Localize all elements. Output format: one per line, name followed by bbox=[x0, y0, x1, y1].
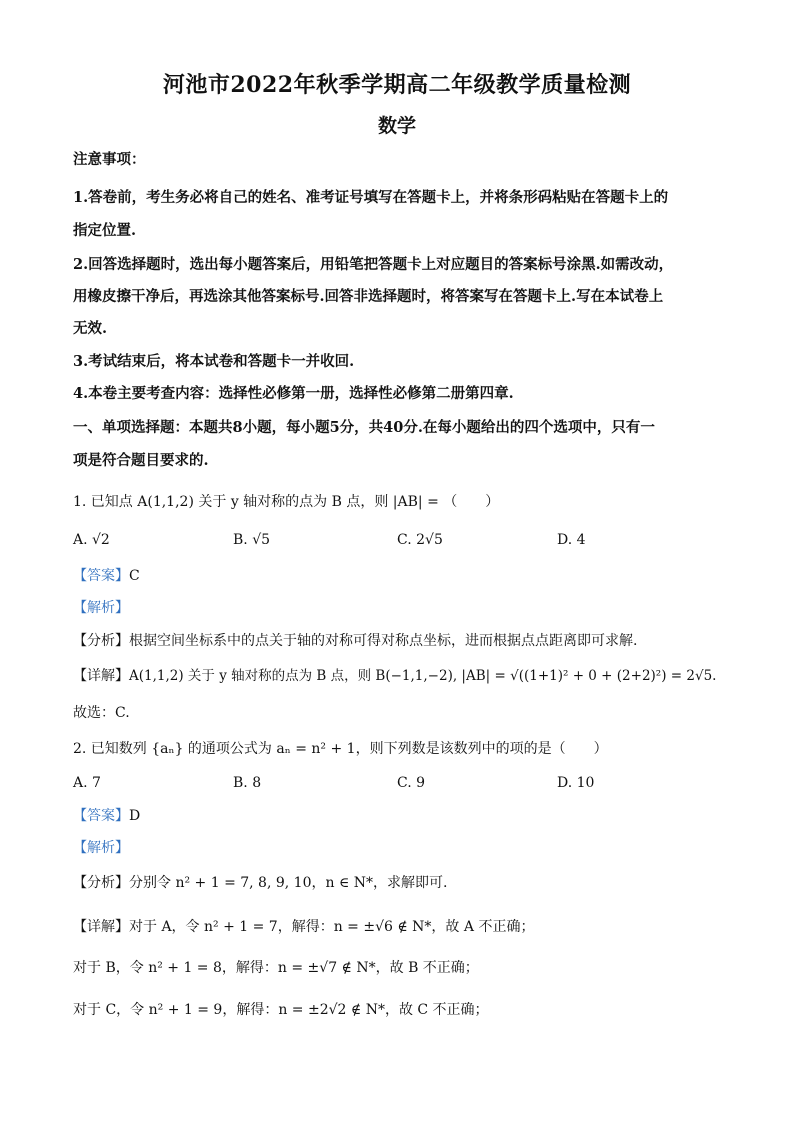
q2-option-d: D. 10 bbox=[557, 775, 595, 791]
q1-detail-row bbox=[73, 666, 733, 686]
notice-item-4: 4.本卷主要考查内容：选择性必修第一册，选择性必修第二册第四章. bbox=[73, 385, 514, 402]
q2-detail-row-1 bbox=[73, 917, 733, 937]
q2-detail-row-2: 对于 B，令 n² + 1 = 8，解得：n = ±√7 ∉ N*，故 B 不正确； bbox=[73, 960, 479, 976]
q2-fenxi: 分别令 n² + 1 = 7, 8, 9, 10，n ∈ N*，求解即可. bbox=[129, 875, 448, 891]
q1-detail: A(1,1,2) 关于 y 轴对称的点为 B 点，则 B(−1,1,−2), |AB| = √((1+1)² + 0 + (2+2)²) = 2√5. bbox=[129, 668, 717, 684]
q2-stem: 2. 已知数列 {aₙ} 的通项公式为 aₙ = n² + 1，则下列数是该数列中的项的是（ ） bbox=[73, 741, 608, 757]
q1-conclusion: 故选：C. bbox=[73, 705, 130, 721]
q1-analysis-tag: 【解析】 bbox=[73, 600, 129, 616]
notice-item-1-line-2: 指定位置. bbox=[73, 222, 137, 239]
q1-analysis-row bbox=[73, 598, 733, 618]
q2-answer-tag: 【答案】 bbox=[73, 808, 129, 824]
q2-fenxi-row bbox=[73, 873, 733, 893]
q1-detail-tag: 【详解】 bbox=[73, 668, 129, 684]
exam-subject: 数学 bbox=[377, 115, 416, 137]
q1-fenxi: 根据空间坐标系中的点关于轴的对称可得对称点坐标，进而根据点点距离即可求解. bbox=[129, 633, 638, 649]
q2-detail-tag: 【详解】 bbox=[73, 919, 129, 935]
notice-heading: 注意事项： bbox=[73, 151, 146, 168]
notice-item-2-line-3: 无效. bbox=[73, 320, 108, 337]
q2-answer-row bbox=[73, 806, 733, 826]
q2-analysis-row bbox=[73, 838, 733, 858]
q1-answer: C bbox=[129, 568, 140, 584]
q2-detail-row-3: 对于 C，令 n² + 1 = 9，解得：n = ±2√2 ∉ N*，故 C 不正确； bbox=[73, 1002, 489, 1018]
q2-fenxi-tag: 【分析】 bbox=[73, 875, 129, 891]
q2-analysis-tag: 【解析】 bbox=[73, 840, 129, 856]
notice-item-3: 3.考试结束后，将本试卷和答题卡一并收回. bbox=[73, 353, 355, 370]
q1-option-b: B. √5 bbox=[233, 532, 271, 548]
q2-detail-1: 对于 A，令 n² + 1 = 7，解得：n = ±√6 ∉ N*，故 A 不正确； bbox=[129, 919, 535, 935]
q2-option-a: A. 7 bbox=[73, 775, 101, 791]
q1-option-c: C. 2√5 bbox=[397, 532, 443, 548]
section-1-heading-line-1: 一、单项选择题：本题共8小题，每小题5分，共40分.在每小题给出的四个选项中，只有一 bbox=[73, 419, 655, 436]
q1-answer-row bbox=[73, 566, 733, 586]
notice-item-1-line-1: 1.答卷前，考生务必将自己的姓名、准考证号填写在答题卡上，并将条形码粘贴在答题卡上的 bbox=[73, 189, 669, 206]
exam-title: 河池市2022年秋季学期高二年级教学质量检测 bbox=[162, 72, 632, 98]
notice-item-2-line-2: 用橡皮擦干净后，再选涂其他答案标号.回答非选择题时，将答案写在答题卡上.写在本试卷上 bbox=[73, 288, 664, 305]
q1-option-a: A. √2 bbox=[73, 532, 110, 548]
section-1-heading-line-2: 项是符合题目要求的. bbox=[73, 452, 209, 469]
q1-fenxi-row bbox=[73, 631, 733, 651]
q1-option-d: D. 4 bbox=[557, 532, 586, 548]
q1-stem: 1. 已知点 A(1,1,2) 关于 y 轴对称的点为 B 点，则 |AB| = （ ） bbox=[73, 494, 500, 510]
q1-answer-tag: 【答案】 bbox=[73, 568, 129, 584]
q2-option-c: C. 9 bbox=[397, 775, 426, 791]
q2-answer: D bbox=[129, 808, 141, 824]
q1-fenxi-tag: 【分析】 bbox=[73, 633, 129, 649]
q2-option-b: B. 8 bbox=[233, 775, 262, 791]
notice-item-2-line-1: 2.回答选择题时，选出每小题答案后，用铅笔把答题卡上对应题目的答案标号涂黑.如需改动， bbox=[73, 256, 674, 273]
